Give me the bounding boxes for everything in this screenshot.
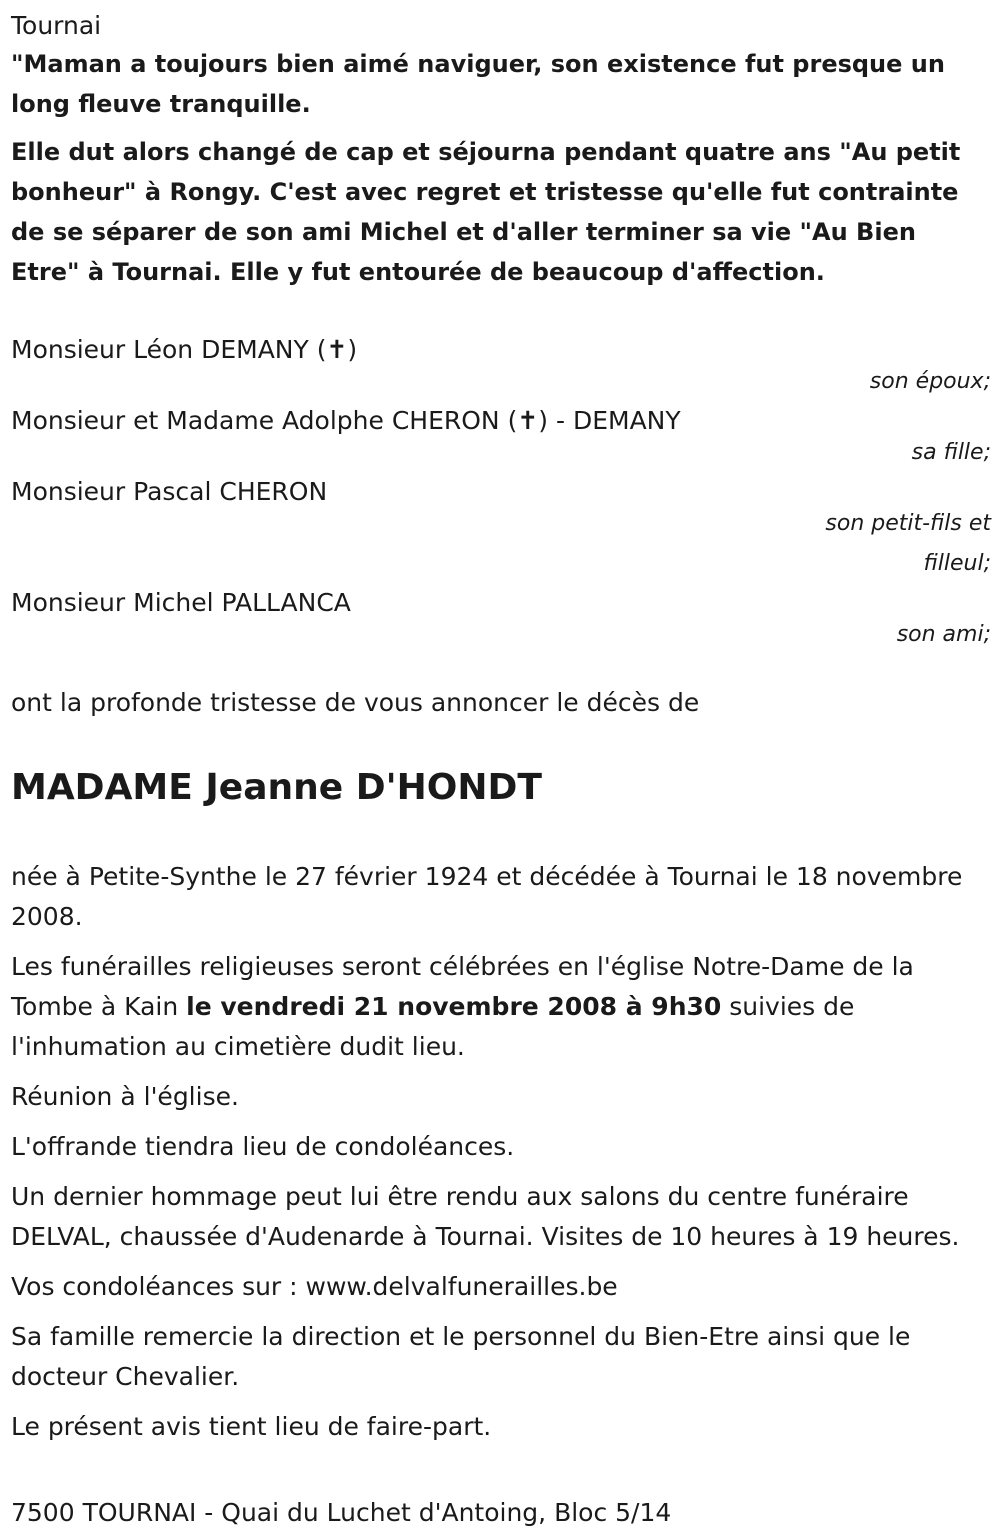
birth-death-info: née à Petite-Synthe le 27 février 1924 et décédée à Tournai le 18 novembre 2008. bbox=[11, 862, 963, 931]
family-relation: son ami; bbox=[896, 622, 991, 647]
details-block bbox=[11, 857, 991, 1447]
announcement-text: ont la profonde tristesse de vous annoncer le décès de bbox=[11, 688, 700, 717]
family-entry bbox=[11, 474, 991, 584]
quote-paragraph: "Maman a toujours bien aimé naviguer, son existence fut presque un long fleuve tranquille. bbox=[11, 50, 945, 118]
meeting-info: Réunion à l'église. bbox=[11, 1082, 239, 1111]
family-relation: son petit-fils et filleul; bbox=[825, 511, 991, 576]
thanks-info: Sa famille remercie la direction et le personnel du Bien-Etre ainsi que le docteur Chevalier. bbox=[11, 1322, 911, 1391]
funeral-info-pre: Les funérailles religieuses seront célébrées en l'église Notre-Dame de la Tombe à Kain bbox=[11, 952, 914, 1021]
quote-block bbox=[11, 44, 991, 292]
family-list bbox=[11, 332, 991, 655]
address-line: 7500 TOURNAI - Quai du Luchet d'Antoing, Bloc 5/14 bbox=[11, 1498, 672, 1527]
family-entry bbox=[11, 332, 991, 402]
funeral-info bbox=[11, 947, 991, 1067]
offering-info: L'offrande tiendra lieu de condoléances. bbox=[11, 1132, 515, 1161]
condolences-info: Vos condoléances sur : www.delvalfunerailles.be bbox=[11, 1272, 618, 1301]
family-entry bbox=[11, 403, 991, 473]
family-relation: son époux; bbox=[869, 369, 991, 394]
family-member-name: Monsieur Michel PALLANCA bbox=[11, 588, 351, 617]
funeral-date: le vendredi 21 novembre 2008 à 9h30 bbox=[186, 992, 722, 1021]
family-relation: sa fille; bbox=[911, 440, 991, 465]
notice-info: Le présent avis tient lieu de faire-part. bbox=[11, 1412, 492, 1441]
family-entry bbox=[11, 585, 991, 655]
family-member-name: Monsieur Léon DEMANY (✝) bbox=[11, 335, 358, 364]
deceased-name: MADAME Jeanne D'HONDT bbox=[11, 767, 542, 808]
obituary-notice bbox=[11, 8, 991, 1533]
tribute-info: Un dernier hommage peut lui être rendu aux salons du centre funéraire DELVAL, chaussée d'Audenarde à Tournai. Visites de 10 heures à 19 heures. bbox=[11, 1182, 960, 1251]
family-member-name: Monsieur Pascal CHERON bbox=[11, 477, 328, 506]
family-member-name: Monsieur et Madame Adolphe CHERON (✝) - DEMANY bbox=[11, 406, 681, 435]
quote-paragraph: Elle dut alors changé de cap et séjourna pendant quatre ans "Au petit bonheur" à Rongy. C'est avec regret et tristesse qu'elle fut contrainte de se séparer de son ami Michel et d'aller terminer sa vie "Au Bien Etre" à Tournai. Elle y fut entourée de beaucoup d'affection. bbox=[11, 138, 961, 286]
funeral-info-post: suivies de l'inhumation au cimetière dudit lieu. bbox=[11, 992, 855, 1061]
city-heading: Tournai bbox=[11, 11, 102, 40]
